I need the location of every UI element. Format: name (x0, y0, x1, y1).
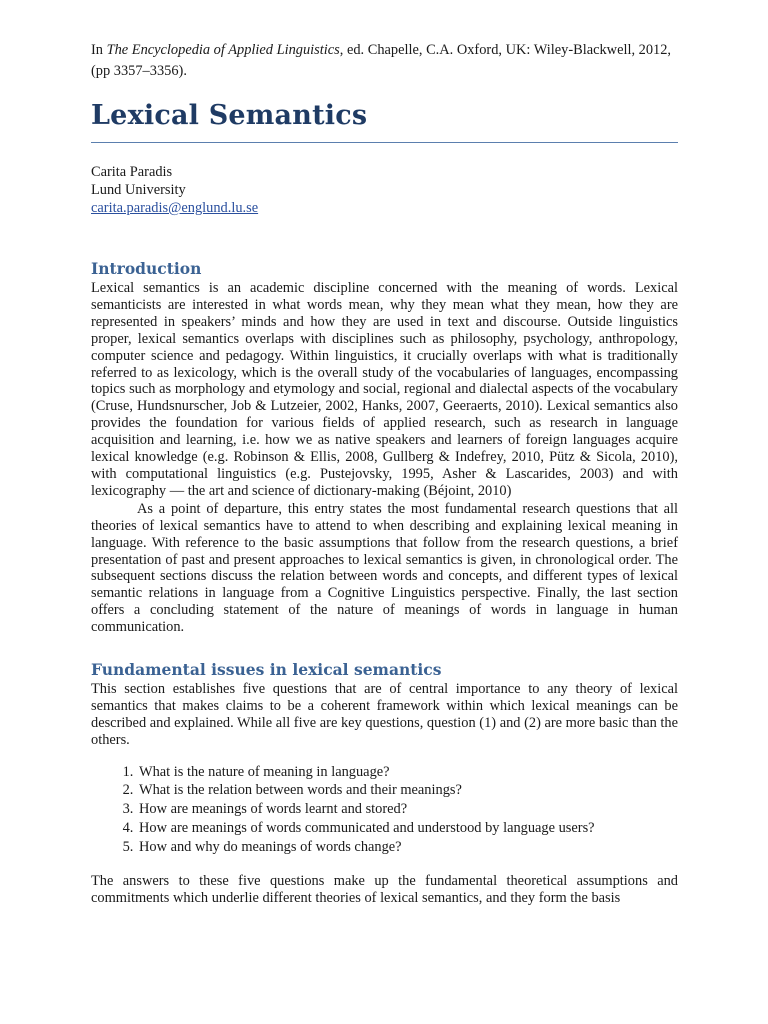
question-item: 5. How and why do meanings of words change? (137, 838, 678, 857)
citation-rest: , ed. Chapelle, C.A. Oxford, UK: Wiley-Blackwell, 2012, (pp 3357–3356). (91, 42, 672, 79)
question-item: 2. What is the relation between words and their meanings? (137, 781, 678, 800)
author-name: Carita Paradis (91, 164, 173, 180)
question-item: 4. How are meanings of words communicated and understood by language users? (137, 819, 678, 838)
author-affiliation: Lund University (91, 182, 186, 198)
intro-paragraph-2: As a point of departure, this entry states the most fundamental research questions that all theories of lexical semantics have to attend to when describing and explaining lexical meaning in language. With reference to the basic assumptions that follow from the research questions, a brief presentation of past and present approaches to lexical semantics is given, in chronological order. The subsequent sections discuss the relation between words and concepts, and different types of lexical semantic relations in language from a Cognitive Linguistics perspective. Finally, the last section offers a concluding statement of the nature of meanings of words in language in human communication. (91, 500, 678, 636)
fundamental-after-paragraph: The answers to these five questions make up the fundamental theoretical assumptions and commitments which underlie different theories of lexical semantics, and they form the basis (91, 872, 678, 906)
title-rule (91, 142, 678, 143)
question-item: 3. How are meanings of words learnt and stored? (137, 800, 678, 819)
fundamental-intro-paragraph: This section establishes five questions that are of central importance to any theory of lexical semantics that makes claims to be a coherent framework within which lexical meanings can be described and explained. While all five are key questions, question (1) and (2) are more basic than the others. (91, 681, 678, 748)
questions-list (91, 763, 678, 857)
author-email-link[interactable]: carita.paradis@englund.lu.se (91, 200, 259, 216)
document-page (91, 40, 678, 906)
question-item: 1. What is the nature of meaning in language? (137, 763, 678, 782)
citation-journal: The Encyclopedia of Applied Linguistics (106, 42, 340, 58)
introduction-heading: Introduction (91, 259, 202, 278)
intro-paragraph-1: Lexical semantics is an academic discipline concerned with the meaning of words. Lexical semanticists are interested in what words mean, why they mean what they mean, how they are represented in speakers’ minds and how they are used in text and discourse. Outside linguistics proper, lexical semantics overlaps with disciplines such as philosophy, psychology, anthropology, computer science and pedagogy. Within linguistics, it crucially overlaps with what is traditionally referred to as lexicology, which is the overall study of the vocabularies of languages, encompassing topics such as morphology and etymology and social, regional and dialectal aspects of the vocabulary (Cruse, Hundsnurscher, Job & Lutzeier, 2002, Hanks, 2007, Geeraerts, 2010). Lexical semantics also provides the foundation for various fields of applied research, such as research in language acquisition and learning, i.e. how we as native speakers and learners of foreign languages acquire lexical knowledge (e.g. Robinson & Ellis, 2008, Gullberg & Indefrey, 2010, Pütz & Sicola, 2010), with computational linguistics (e.g. Pustejovsky, 1995, Asher & Lascarides, 2003) and with lexicography — the art and science of dictionary-making (Béjoint, 2010) (91, 280, 678, 499)
page-title: Lexical Semantics (91, 100, 368, 131)
citation-prefix: In (91, 42, 107, 58)
citation (91, 40, 678, 82)
author-block (91, 163, 678, 217)
fundamental-issues-heading: Fundamental issues in lexical semantics (91, 660, 442, 680)
